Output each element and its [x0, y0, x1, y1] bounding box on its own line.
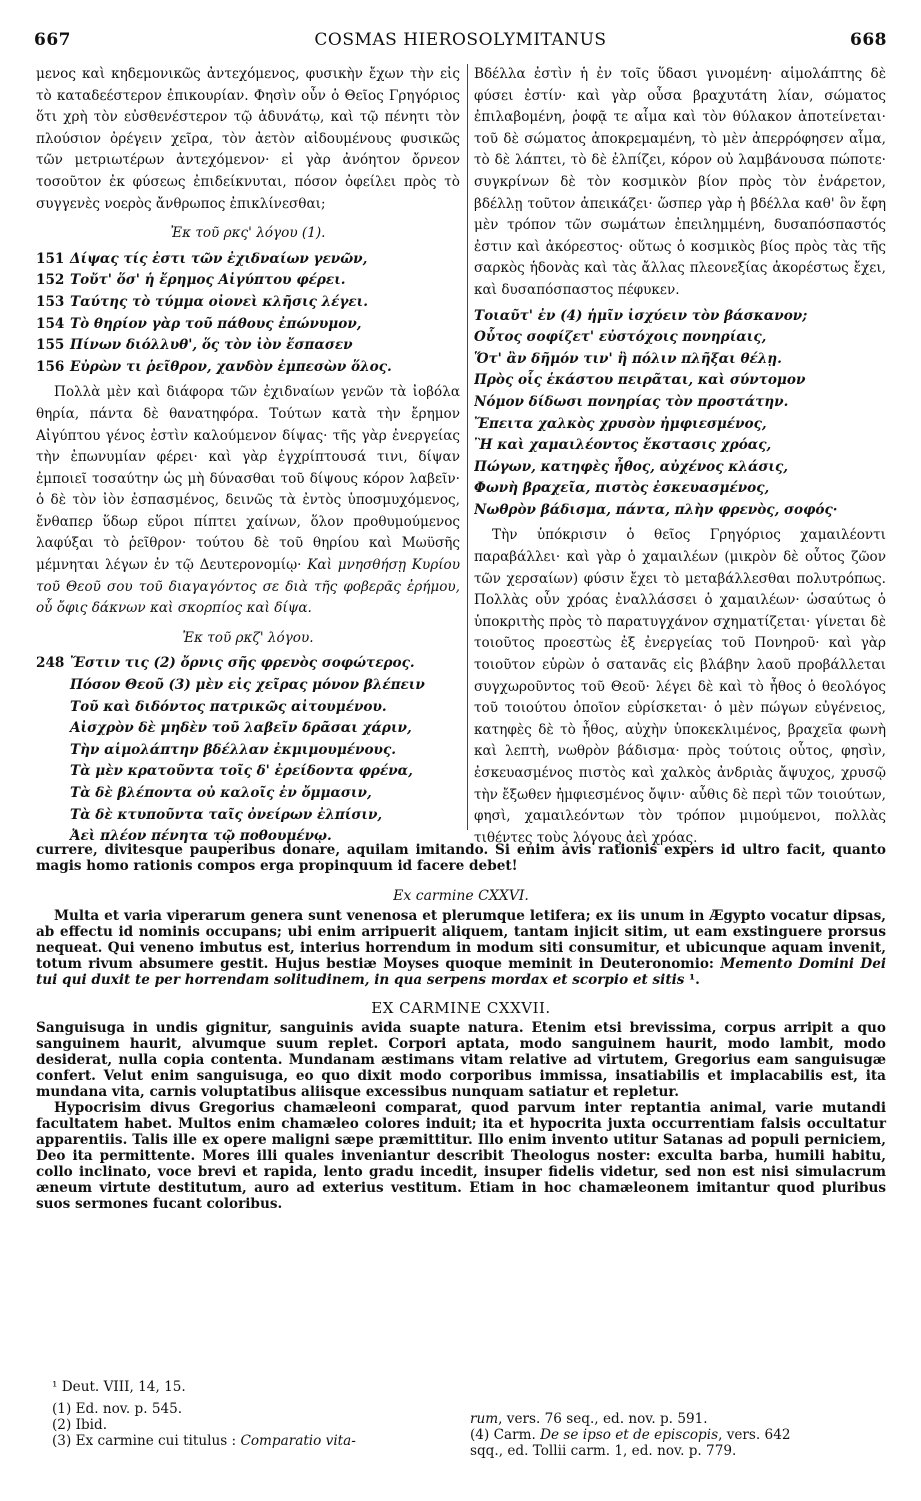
footnote: sqq., ed. Tollii carm. 1, ed. nov. p. 779. [470, 1443, 737, 1459]
verse-text: Τὸ θηρίον γὰρ τοῦ πάθους ἐπώνυμον, [70, 315, 362, 332]
verse-line: Οὗτος σοφίζετ' εὐστόχοις πονηρίαις, [474, 329, 767, 346]
footnote-title: De se ipso et de episcopis [540, 1427, 719, 1443]
verse-line [36, 805, 460, 827]
running-header [34, 30, 887, 56]
verse-text: Τοὔτ' ὅσ' ἡ ἔρημος Αἰγύπτου φέρει. [70, 272, 346, 289]
verse-line [36, 653, 460, 675]
verse-text: Τὰ δὲ κτυποῦντα ταῖς ὀνείρων ἐλπίσιν, [70, 806, 383, 823]
greek-paragraph: Τὴν ὑπόκρισιν ὁ θεῖος Γρηγόριος χαμαιλέοντι παραβάλλει· καὶ γὰρ ὁ χαμαιλέων (μικρὸν δὲ οὗτος ζῶον τῶν χερσαίων) φύσιν ἔχει τὸ μεταβάλλεσθαι πολυτρόπως. Πολλὰς οὖν χρόας ἐναλλάσσει ὁ χαμαιλέων· ὡσαύτως ὁ ὑποκριτὴς πρὸς τὸ παρατυγχάνον σχηματίζεται· γίνεται δὲ τοιοῦτος προεστὼς ἐξ ἐνεργείας τοῦ Πονηροῦ· καὶ γὰρ τοιοῦτον εὑρὼν ὁ σατανᾶς εἰς βλάβην λαοῦ προβάλλεται συγχωροῦντος τοῦ Θεοῦ· λέγει δὲ καὶ τὸ ἦθος ὁ θεολόγος τοῦ τοιούτου ὁποῖον εὑρίσκεται· ὁ μὲν πώγων εὐγένειος, κατηφὲς δὲ τὸ ἦθος, αὐχὴν ὑποκεκλιμένος, βραχεῖα φωνὴ καὶ λεπτὴ, νωθρὸν βάδισμα· πρὸς τούτοις οὗτος, φησὶν, ἐσκευασμένος πιστὸς καὶ χαλκὸς ἀνδριὰς ἄψυχος, χρυσῷ τὴν ἔξωθεν ἠμφιεσμένος ὄψιν· αὖθις δὲ περὶ τῶν τοιούτων, φησὶ, χαμαιλεόντων τὸν τρόπον μιμούμενοι, πολλὰς τιθέντες τοὺς λόγους ἀεὶ χρόας. [474, 527, 886, 846]
verse-line [36, 697, 460, 719]
footnote [52, 1433, 452, 1449]
footnotes-left [52, 1379, 452, 1449]
greek-paragraph [36, 382, 460, 620]
verse-text: Τὰ μὲν κρατοῦντα τοῖς δ' ἐρείδοντα φρένα, [70, 763, 413, 780]
verse-number: 152 [36, 272, 65, 289]
footnote-text: , vers. 642 [718, 1427, 791, 1443]
verse-text: Αἰσχρὸν δὲ μηδὲν τοῦ λαβεῖν δρᾶσαι χάριν, [70, 720, 412, 737]
verse-line: Τοιαῦτ' ἐν (4) ἡμῖν ἰσχύειν τὸν βάσκανον; [474, 307, 808, 324]
scripture-quote: Καὶ μνησθήσῃ Κυρίου τοῦ Θεοῦ σου τοῦ διαγαγόντος σε διὰ τῆς φοβερᾶς ἐρήμου, οὗ ὄφις δάκνων καὶ σκορπίος καὶ δίψα. [36, 557, 460, 617]
verse-text: Εὐρὼν τι ῥεῖθρον, χανδὸν ἐμπεσὼν ὅλος. [70, 358, 392, 375]
verse-line [36, 357, 460, 379]
verse-text: Πίνων διόλλυθ', ὅς τὸν ἰὸν ἔσπασεν [70, 337, 353, 354]
verse-line: Πρὸς οἷς ἑκάστου πειρᾶται, καὶ σύντομον [474, 372, 806, 389]
footnote-text: (4) Carm. [470, 1427, 536, 1443]
paragraph-text: Πολλὰ μὲν καὶ διάφορα τῶν ἐχιδναίων γενῶν τὰ ἰοβόλα θηρία, πάντα δὲ θανατηφόρα. Τούτων κατὰ τὴν ἔρημον Αἰγύπτου γένος ἐστὶν καλούμενον δίψας· τῆς γὰρ ἐνεργείας τὴν ἐπωνυμίαν φέρει· καὶ γὰρ ἐγχρίπτουσά τινι, δίψαν ἐμποιεῖ τοσαύτην ὡς μὴ δύνασθαι τοῦ δίψους κόρον λαβεῖν· ὁ δὲ τὸν ἰὸν ἐσπασμένος, δεινῶς τὰ ἐντὸς ὑποσμυχόμενος, ἔνθαπερ ὕδωρ εὕροι πίπτει χαίνων, ὅλον προθυμούμενος λαφύξαι τὸ ῥεῖθρον· τούτου δὲ τοῦ θηρίου καὶ Μωϋσῆς μέμνηται λέγων ἐν τῷ Δευτερονομίῳ· [36, 384, 460, 574]
verse-text: Ἔστιν τις (2) ὄρνις σῆς φρενὸς σοφώτερος. [70, 655, 415, 672]
scripture-quote: Memento Domini Dei tui qui duxit te per horrendam solitudinem, in qua serpens mordax et scorpio et sitis [36, 956, 887, 988]
latin-paragraph: Hypocrisim divus Gregorius chamæleoni comparat, quod parvum inter reptantia animal, varie mutandi facultatem habet. Multos enim chamæleo colores induit; ita et hypocrita juxta occurrentiam falsis occultatur apparentiis. Talis ille ex opere maligni sæpe præmittitur. Illo enim invento utitur Satanas ad populi perniciem, Deo ita permittente. Mores illi quales inveniantur describit Theologus noster: exculta barba, humili habitu, collo inclinato, voce brevi et rapida, lento gradu incedit, insuper fidelis videtur, sed non est nisi simulacrum æneum virtute destitutum, auro ad exterius vestitum. Etiam in hoc chamæleonem imitantur quod pluribus suos sermones fucant coloribus. [36, 1100, 886, 1212]
verse-line [36, 270, 460, 292]
verse-line [36, 292, 460, 314]
page-number-right: 668 [850, 30, 887, 50]
note-ref: ¹. [684, 972, 700, 988]
footnote: (2) Ibid. [52, 1417, 108, 1433]
verse-text: Δίψας τίς ἐστι τῶν ἐχιδναίων γενῶν, [70, 250, 368, 267]
verse-line [36, 335, 460, 357]
verse-text: Πόσον Θεοῦ (3) μὲν εἰς χεῖρας μόνον βλέπειν [70, 677, 425, 694]
page-number-left: 667 [34, 30, 71, 50]
section-title: Ἐκ τοῦ ρκς' λόγου (1). [170, 225, 326, 242]
verse-line [36, 718, 460, 740]
verse-line [36, 314, 460, 336]
latin-translation [36, 842, 886, 1212]
verse-text: Ἀεὶ πλέον πένητα τῷ ποθουμένῳ. [70, 828, 332, 845]
footnote-text: , vers. 76 seq., ed. nov. p. 591. [498, 1411, 708, 1427]
verse-line: Πώγων, κατηφὲς ἦθος, αὐχένος κλάσις, [474, 458, 789, 475]
verse-line [36, 761, 460, 783]
footnote [470, 1427, 890, 1443]
verse-text: Τὰ δὲ βλέποντα οὐ καλοῖς ἐν ὄμμασιν, [70, 785, 372, 801]
footnote-title: rum [470, 1411, 499, 1427]
verse-line: Φωνὴ βραχεῖα, πιστὸς ἐσκευασμένος, [474, 480, 770, 497]
right-column [474, 64, 886, 849]
greek-paragraph: μενος καὶ κηδεμονικῶς ἀντεχόμενος, φυσικὴν ἔχων τὴν εἰς τὸ καταδεέστερον ἐπικουρίαν. Φησὶν οὖν ὁ Θεῖος Γρηγόριος ὅτι χρὴ τὸν εὐσθενέστερον τῷ ἀδυνάτῳ, καὶ τῷ πένητι τὸν πλούσιον ὀρέγειν χεῖρα, τὸν ἀετὸν αἰδουμένους φυσικῶς τῶν μετριωτέρων ἀντεχόμενον· εἰ γὰρ ἀνόητον ὄρνεον τοσοῦτον ἐκ φύσεως ἐπιδείκνυται, πόσον ὀφείλει πρὸς τὸ συγγενὲς νοερὸς ἄνθρωπος ἐπικλίνεσθαι; [36, 66, 460, 212]
footnote [470, 1411, 890, 1427]
verse-line: Ἢ καὶ χαμαιλέοντος ἔκστασις χρόας, [474, 437, 772, 454]
section-title: Ἐκ τοῦ ρκζ' λόγου. [182, 629, 314, 646]
verse-line [36, 783, 460, 805]
running-title: COSMAS HIEROSOLYMITANUS [314, 30, 607, 50]
column-divider [467, 64, 468, 830]
verse-line: Ἔπειτα χαλκὸς χρυσὸν ἠμφιεσμένος, [474, 415, 767, 432]
verse-number: 153 [36, 293, 65, 310]
verse-number: 156 [36, 358, 65, 375]
paragraph-text: Multa et varia viperarum genera sunt venenosa et plerumque letifera; ex iis unum in Ægypto vocatur dipsas, ab effectu id nominis occupans; ubi enim arripuerit aliquem, tantam injicit sitim, ut eam exstinguere prorsus nequeat. Qui veneno imbutus est, interius horrendum in modum siti consumitur, et ubicunque aquam invenit, totum rivum absumere gestit. Hujus bestiæ Moyses quoque meminit in Deuteronomio: [36, 908, 886, 972]
footnotes-right [470, 1411, 890, 1459]
verse-block [36, 653, 460, 847]
verse-line [36, 249, 460, 271]
left-column [36, 64, 460, 848]
footnote: (1) Ed. nov. p. 545. [52, 1401, 183, 1417]
greek-paragraph: Βδέλλα ἐστὶν ἡ ἐν τοῖς ὕδασι γινομένη· αἱμολάπτης δὲ φύσει ἐστίν· καὶ γὰρ οὖσα βραχυτάτη λίαν, σώματος ἐπιλαβομένη, ῥοφᾷ τε αἷμα καὶ τὸν θύλακον ἀποτείνεται· τοῦ δὲ σώματος ἀποκρεμαμένη, τὸ μὲν ἀπερρόφησεν αἷμα, τὸ δὲ λάπτει, τὸ δὲ ἐλπίζει, κόρον οὐ λαμβάνουσα πώποτε· συγκρίνων δὲ τὸν κοσμικὸν βίον πρὸς τὸν ἐνάρετον, βδέλλῃ τοῦτον ἀπεικάζει· ὥσπερ γὰρ ἡ βδέλλα καθ' ὃν ἔφη μὲν τρόπον τῶν σωμάτων ἐπειλημμένη, δυσαπόσπαστός ἐστιν καὶ ἀκόρεστος· οὕτως ὁ κοσμικὸς βίος πρὸς τὰς τῆς σαρκὸς ἡδονὰς καὶ τὰς ἄλλας πλεονεξίας ἀκορέστως ἔχει, καὶ δυσαπόσπαστος πέφυκεν. [474, 66, 886, 298]
verse-line: Νωθρὸν βάδισμα, πάντα, πλὴν φρενὸς, σοφός· [474, 501, 838, 518]
latin-section-title: Ex carmine CXXVI. [393, 888, 529, 904]
latin-paragraph [36, 908, 886, 988]
verse-text: Τὴν αἱμολάπτην βδέλλαν ἐκμιμουμένους. [70, 741, 396, 758]
footnote-text: (3) Ex carmine cui titulus : [52, 1433, 237, 1449]
latin-section-title: EX CARMINE CXXVII. [371, 999, 551, 1017]
verse-line: Ὅτ' ἂν δῆμόν τιν' ἢ πόλιν πλῆξαι θέλῃ. [474, 350, 782, 367]
verse-number: 151 [36, 250, 65, 267]
footnote: ¹ Deut. VIII, 14, 15. [52, 1379, 186, 1395]
latin-paragraph: currere, divitesque pauperibus donare, aquilam imitando. Si enim avis rationis expers id ultro facit, quanto magis homo rationis compos erga propinquum id facere debet! [36, 842, 886, 874]
verse-text: Ταύτης τὸ τύμμα οἰονεὶ κλῆσις λέγει. [70, 293, 368, 310]
verse-text: Τοῦ καὶ διδόντος πατρικῶς αἰτουμένου. [70, 698, 387, 715]
verse-line: Νόμον δίδωσι πονηρίας τὸν προστάτην. [474, 393, 789, 410]
verse-line [36, 740, 460, 762]
footnote-title: Comparatio vita- [240, 1433, 356, 1449]
verse-number: 155 [36, 337, 65, 354]
verse-block [36, 249, 460, 379]
latin-paragraph: Sanguisuga in undis gignitur, sanguinis avida suapte natura. Etenim etsi brevissima, corpus arripit a quo sanguinem haurit, alvumque suum replet. Corpori aptata, modo sanguinem haurit, modo lambit, modo desiderat, nulla copia contenta. Mundanam æstimans vitam relative ad virtutem, Gregorius eam sanguisugæ confert. Velut enim sanguisuga, eo quo dixit modo corporibus immissa, insatiabilis et implacabilis est, ita mundana vita, carnis voluptatibus aliisque excessibus nunquam satiatur et repletur. [36, 1020, 886, 1100]
verse-number: 154 [36, 315, 65, 332]
verse-number: 248 [36, 655, 65, 672]
verse-line [36, 675, 460, 697]
verse-block [474, 306, 886, 522]
